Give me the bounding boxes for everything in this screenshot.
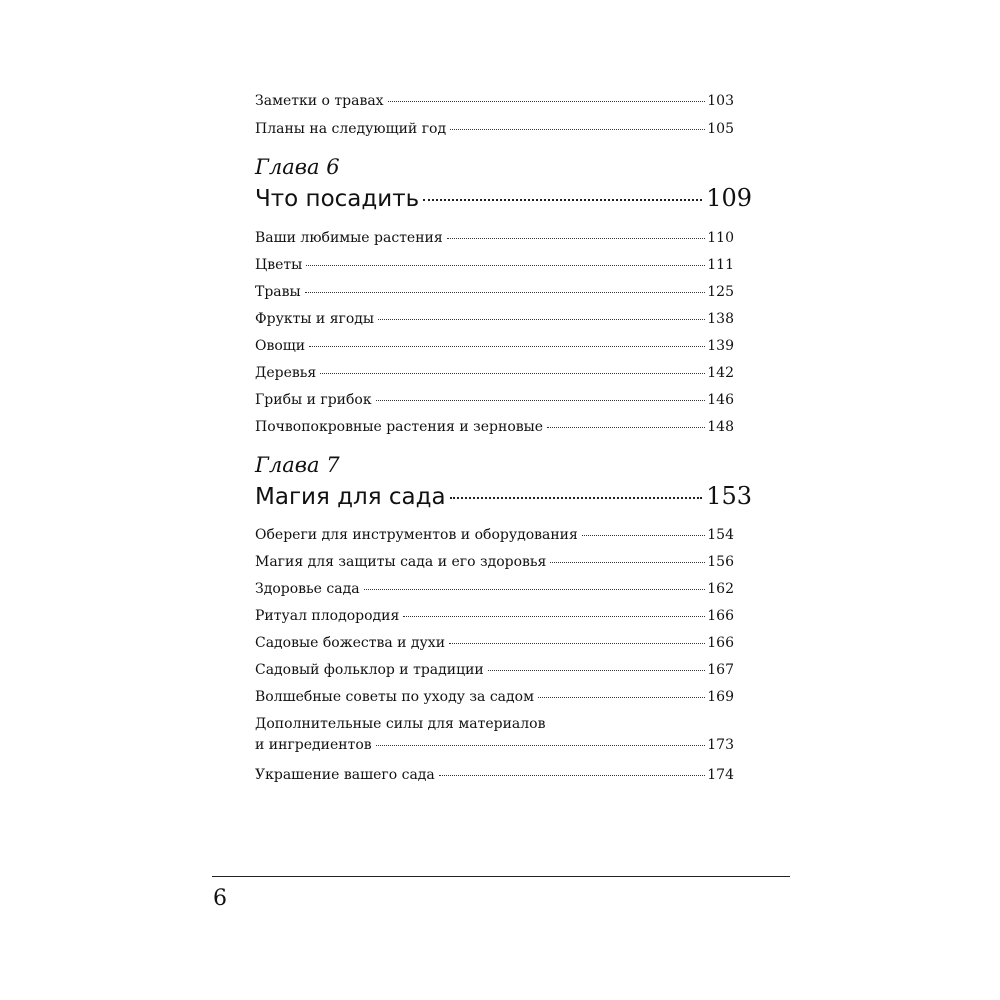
toc-entry — [255, 92, 734, 110]
chapter-7-label: Глава 7 — [255, 453, 340, 477]
dot-leader — [320, 373, 705, 374]
toc-entry-title: Деревья — [255, 365, 317, 381]
toc-entry — [255, 580, 734, 598]
toc-entry — [255, 120, 734, 138]
dot-leader — [582, 535, 705, 536]
toc-entry-page: 111 — [707, 257, 734, 273]
toc-entry — [255, 634, 734, 652]
toc-entry-title: Ритуал плодородия — [255, 608, 400, 624]
toc-entry-title: Садовый фольклор и традиции — [255, 662, 484, 678]
toc-entry-page: 156 — [707, 554, 734, 570]
toc-entry — [255, 688, 734, 706]
toc-entry-title: Планы на следующий год — [255, 121, 447, 137]
dot-leader — [376, 400, 706, 401]
dot-leader — [378, 319, 705, 320]
toc-entry-page: 162 — [707, 581, 734, 597]
toc-entry-title: Почвопокровные растения и зерновые — [255, 419, 544, 435]
toc-entry — [255, 418, 734, 436]
dot-leader — [364, 589, 706, 590]
toc-entry-page: 154 — [707, 527, 734, 543]
toc-entry-title-line2: и ингредиентов — [255, 737, 372, 753]
toc-entry-page: 148 — [707, 419, 734, 435]
toc-entry-title: Магия для защиты сада и его здоровья — [255, 554, 547, 570]
dot-leader — [547, 427, 705, 428]
dot-leader — [305, 292, 706, 293]
toc-entry-title: Садовые божества и духи — [255, 635, 446, 651]
toc-entry-page: 166 — [707, 635, 734, 651]
toc-entry-title: Ваши любимые растения — [255, 230, 443, 246]
dot-leader — [447, 238, 706, 239]
page-number: 6 — [213, 886, 227, 911]
toc-entry-title: Травы — [255, 284, 301, 300]
toc-entry-title: Здоровье сада — [255, 581, 360, 597]
toc-entry-multiline — [255, 714, 734, 756]
toc-entry — [255, 310, 734, 328]
toc-entry-title: Украшение вашего сада — [255, 767, 435, 783]
toc-entry — [255, 661, 734, 679]
toc-entry — [255, 229, 734, 247]
toc-entry — [255, 766, 734, 784]
dot-leader — [439, 775, 705, 776]
toc-entry-page: 110 — [707, 230, 734, 246]
toc-entry-page: 169 — [707, 689, 734, 705]
toc-entry-page: 146 — [707, 392, 734, 408]
dot-leader — [450, 129, 705, 130]
chapter-6-title: Что посадить — [255, 186, 420, 212]
toc-entry — [255, 526, 734, 544]
dot-leader — [449, 643, 705, 644]
dot-leader — [388, 101, 706, 102]
toc-entry-title: Заметки о травах — [255, 93, 384, 109]
toc-entry-page: 103 — [707, 93, 734, 109]
toc-entry-page: 174 — [707, 767, 734, 783]
toc-entry — [255, 337, 734, 355]
footer-rule — [212, 876, 790, 877]
dot-leader — [403, 616, 705, 617]
dot-leader — [450, 497, 703, 499]
toc-entry-title: Грибы и грибок — [255, 392, 372, 408]
chapter-7-page: 153 — [706, 482, 752, 510]
toc-entry-title: Фрукты и ягоды — [255, 311, 375, 327]
dot-leader — [538, 697, 705, 698]
toc-entry-title: Овощи — [255, 338, 306, 354]
toc-entry-title: Обереги для инструментов и оборудования — [255, 527, 578, 543]
toc-entry-page: 167 — [707, 662, 734, 678]
toc-entry — [255, 391, 734, 409]
chapter-7-title: Магия для сада — [255, 484, 446, 510]
toc-entry-title: Волшебные советы по уходу за садом — [255, 689, 534, 705]
dot-leader — [309, 346, 705, 347]
chapter-6-label: Глава 6 — [255, 155, 340, 179]
toc-entry-page: 166 — [707, 608, 734, 624]
toc-entry — [255, 607, 734, 625]
chapter-6-title-row — [255, 183, 752, 214]
chapter-6-page: 109 — [706, 184, 752, 212]
dot-leader — [376, 745, 706, 746]
dot-leader — [306, 265, 705, 266]
dot-leader — [423, 199, 702, 201]
toc-entry-page: 138 — [707, 311, 734, 327]
toc-entry-title: Цветы — [255, 257, 303, 273]
toc-entry — [255, 256, 734, 274]
toc-entry-page: 173 — [707, 737, 734, 753]
toc-entry-page: 139 — [707, 338, 734, 354]
toc-entry — [255, 553, 734, 571]
toc-entry-title-line1: Дополнительные силы для материалов — [255, 716, 546, 732]
dot-leader — [488, 670, 706, 671]
toc-entry-page: 125 — [707, 284, 734, 300]
toc-entry-page: 142 — [707, 365, 734, 381]
dot-leader — [550, 562, 705, 563]
toc-entry-line2 — [255, 735, 734, 756]
toc-entry — [255, 283, 734, 301]
chapter-7-title-row — [255, 481, 752, 512]
toc-entry-page: 105 — [707, 121, 734, 137]
toc-entry — [255, 364, 734, 382]
